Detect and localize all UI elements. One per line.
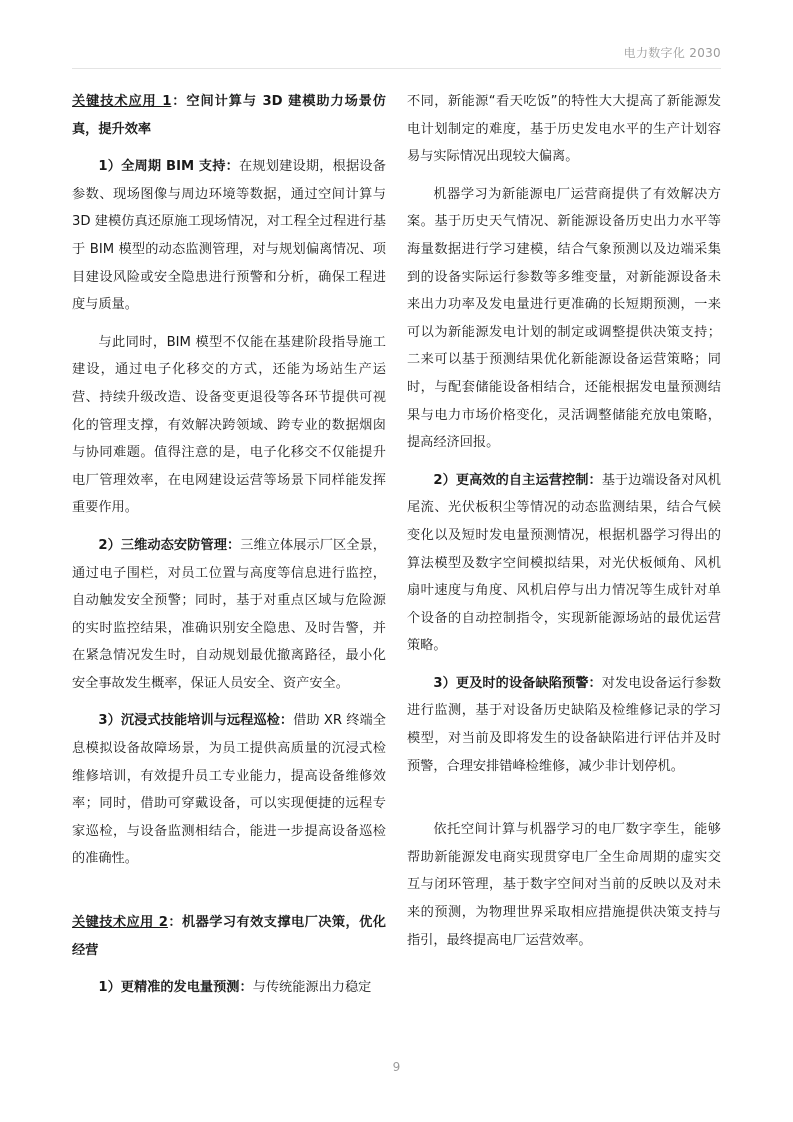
paragraph-bim-handover: 与此同时，BIM 模型不仅能在基建阶段指导施工建设，通过电子化移交的方式，还能为场站生产运营、持续升级改造、设备变更退役等各环节提供可视化的管理支撑，有效解决跨领域、跨专业的数据烟囱与协同难题。值得注意的是，电子化移交不仅能提升电厂管理效率，在电网建设运营等场景下同样能发挥重要作用。	[72, 334, 386, 516]
paragraph-forecast-continued: 不同，新能源“看天吃饭”的特性大大提高了新能源发电计划制定的难度，基于历史发电水平的生产计划容易与实际情况出现较大偏离。	[407, 94, 721, 165]
section-heading-1-text: ：空间计算与 3D 建模助力场景仿真，提升效率	[72, 94, 386, 137]
paragraph-forecast-lead: 1）更精准的发电量预测：	[98, 980, 253, 996]
page-number: 9	[392, 1060, 401, 1074]
paragraph-autonomous-control-lead: 2）更高效的自主运营控制：	[433, 472, 602, 488]
paragraph-defect-warning-lead: 3）更及时的设备缺陷预警：	[433, 675, 602, 691]
left-column	[72, 88, 386, 1012]
spacer	[407, 790, 721, 816]
paragraph-forecast	[72, 974, 386, 1002]
paragraph-bim-body: 在规划建设期，根据设备参数、现场图像与周边环境等数据，通过空间计算与 3D 建模仿真还原施工现场情况，对工程全过程进行基于 BIM 模型的动态监测管理，对与规划偏离情况、项目建设风险或安全隐患进行预警和分析，确保工程进度与质量。	[72, 159, 386, 313]
paragraph-defect-warning	[407, 670, 721, 780]
right-column	[407, 88, 721, 964]
paragraph-security	[72, 532, 386, 698]
paragraph-conclusion: 依托空间计算与机器学习的电厂数字孪生，能够帮助新能源发电商实现贯穿电厂全生命周期的虚实交互与闭环管理，基于数字空间对当前的反映以及对未来的预测，为物理世界采取相应措施提供决策支持与指引，最终提高电厂运营效率。	[407, 822, 721, 948]
header-divider	[72, 68, 721, 69]
paragraph-security-lead: 2）三维动态安防管理：	[98, 537, 241, 553]
paragraph-autonomous-control	[407, 467, 721, 660]
section-heading-1-prefix: 关键技术应用 1	[72, 94, 172, 109]
paragraph-forecast-body: 与传统能源出力稳定	[252, 980, 372, 996]
paragraph-autonomous-control-body: 基于边端设备对风机尾流、光伏板积尘等情况的动态监测结果，结合气候变化以及短时发电量预测情况，根据机器学习得出的算法模型及数字空间模拟结果，对光伏板倾角、风机扇叶速度与角度、风机启停与出力情况等生成针对单个设备的自动控制指令，实现新能源场站的最优运营策略。	[407, 472, 721, 654]
paragraph-security-body: 三维立体展示厂区全景，通过电子围栏，对员工位置与高度等信息进行监控，自动触发安全预警；同时，基于对重点区域与危险源的实时监控结果，准确识别安全隐患、及时告警，并在紧急情况发生时，自动规划最优撤离路径，最小化安全事故发生概率，保证人员安全、资产安全。	[72, 537, 386, 691]
paragraph-defect-warning-body: 对发电设备运行参数进行监测，基于对设备历史缺陷及检维修记录的学习模型，对当前及即将发生的设备缺陷进行评估并及时预警，合理安排错峰检维修，减少非计划停机。	[407, 675, 721, 774]
spacer	[72, 883, 386, 909]
section-heading-2	[72, 909, 386, 964]
section-heading-2-text: ：机器学习有效支撑电厂决策，优化经营	[72, 915, 386, 958]
header-title: 电力数字化 2030	[623, 46, 721, 60]
paragraph-xr-training	[72, 707, 386, 873]
paragraph-ml-solution: 机器学习为新能源电厂运营商提供了有效解决方案。基于历史天气情况、新能源设备历史出力水平等海量数据进行学习建模，结合气象预测以及边端采集到的设备实际运行参数等多维变量，对新能源设备未来出力功率及发电量进行更准确的长短期预测，一来可以为新能源发电计划的制定或调整提供决策支持；二来可以基于预测结果优化新能源设备运营策略；同时，与配套储能设备相结合，还能根据发电量预测结果与电力市场价格变化，灵活调整储能充放电策略，提高经济回报。	[407, 186, 721, 451]
paragraph-xr-training-lead: 3）沉浸式技能培训与远程巡检：	[98, 713, 294, 729]
paragraph-xr-training-body: 借助 XR 终端全息模拟设备故障场景，为员工提供高质量的沉浸式检维修培训，有效提升员工专业能力，提高设备维修效率；同时，借助可穿戴设备，可以实现便捷的远程专家巡检，与设备监测相结合，能进一步提高设备巡检的准确性。	[72, 713, 386, 867]
paragraph-bim-lead: 1）全周期 BIM 支持：	[98, 159, 240, 175]
paragraph-bim	[72, 153, 386, 319]
section-heading-2-prefix: 关键技术应用 2	[72, 915, 168, 931]
section-heading-1	[72, 88, 386, 143]
